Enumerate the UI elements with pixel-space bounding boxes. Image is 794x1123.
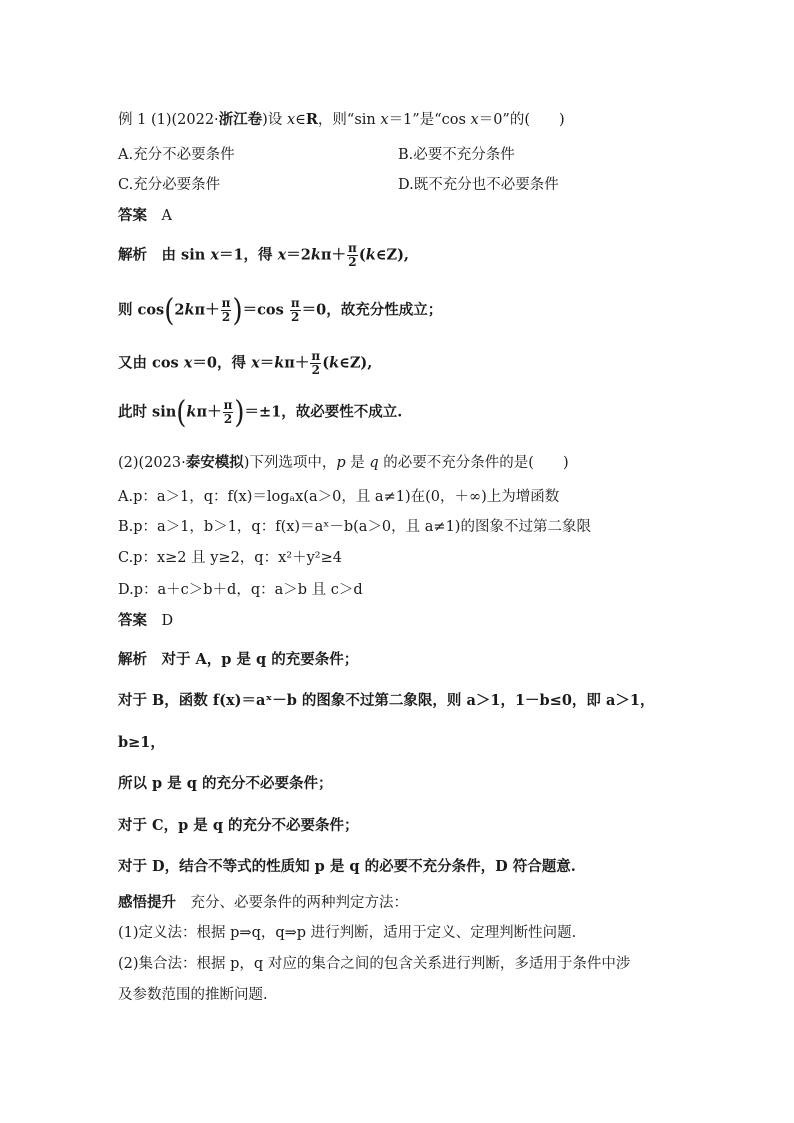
example1-question	[118, 110, 565, 130]
question-text: 是	[345, 455, 370, 471]
var-k: k	[186, 403, 197, 421]
solution-text: ＝1，得	[218, 246, 278, 264]
fraction-numerator: π	[348, 241, 357, 255]
fraction-numerator: π	[221, 296, 231, 310]
real-set-symbol: R	[305, 111, 318, 128]
var-x: x	[470, 112, 479, 128]
solution-text: 由 sin	[161, 246, 211, 264]
option-a: A.充分不必要条件	[118, 147, 235, 163]
var-k: k	[274, 354, 285, 372]
right-paren: )	[232, 292, 243, 329]
solution-line-3	[118, 350, 372, 377]
ex2-option-a: A.p：a＞1，q：f(x)＝logₐx(a＞0，且 a≠1)在(0，＋∞)上为增函数	[118, 489, 560, 505]
solution-text: 此时 sin	[118, 403, 177, 421]
answer-value: A	[161, 208, 172, 224]
answer-label: 答案	[118, 612, 147, 629]
insight-label: 感悟提升	[118, 894, 176, 911]
solution-label: 解析	[118, 246, 147, 264]
left-paren: (	[176, 394, 187, 431]
fraction-pi-over-2	[347, 242, 358, 269]
solution-text: ＝±1，故必要性不成立.	[244, 403, 403, 421]
question-text: 的必要不充分条件的是( )	[378, 455, 569, 471]
question-prefix: (2)(2023·	[118, 455, 186, 471]
var-k: k	[365, 246, 376, 264]
solution-text: ∈Z),	[375, 246, 409, 264]
fraction-pi-over-2	[221, 297, 232, 324]
solution-text: ＝cos	[242, 301, 289, 319]
answer-label: 答案	[118, 207, 147, 224]
fraction-denominator: 2	[348, 255, 357, 269]
solution-text: ＝0，故充分性成立；	[301, 301, 443, 319]
solution-text: ＝2	[286, 246, 311, 264]
ex2-solution-line-4: 所以 p 是 q 的充分不必要条件；	[118, 775, 333, 792]
insight-method-2-cont: 及参数范围的推断问题.	[118, 987, 268, 1003]
question-text: )下列选项中，	[243, 455, 337, 471]
fraction-pi-over-2	[290, 297, 301, 324]
fraction-numerator: π	[290, 296, 300, 310]
solution-text: π＋	[284, 354, 310, 372]
ex2-solution-line-3: b≥1，	[118, 734, 165, 751]
var-x: x	[380, 112, 389, 128]
insight-heading	[118, 893, 408, 913]
option-c: C.充分必要条件	[118, 177, 221, 193]
fraction-denominator: 2	[311, 363, 320, 377]
solution-text: ＝0，得	[192, 354, 252, 372]
fraction-denominator: 2	[291, 310, 300, 324]
right-paren: )	[234, 394, 245, 431]
ex2-solution-line-2: 对于 B，函数 f(x)＝aˣ－b 的图象不过第二象限，则 a＞1，1－b≤0，即 a＞1，	[118, 692, 655, 709]
question-text: ＝0”的( )	[478, 112, 565, 128]
solution-line-2	[118, 292, 443, 329]
fraction-pi-over-2	[223, 399, 234, 426]
solution-text: π＋	[320, 246, 347, 264]
fraction-numerator: π	[311, 349, 321, 363]
option-d: D.既不充分也不必要条件	[398, 177, 559, 193]
insight-method-1: (1)定义法：根据 p⇒q，q⇒p 进行判断，适用于定义、定理判断性问题.	[118, 925, 577, 941]
question-text: ∈	[295, 112, 306, 128]
example2-question	[118, 453, 569, 473]
option-b: B.必要不充分条件	[398, 147, 515, 163]
source-label: 泰安模拟	[185, 454, 244, 471]
var-x: x	[251, 354, 260, 372]
solution-text: 2	[174, 301, 185, 319]
var-p: p	[336, 455, 346, 471]
solution-text: (	[358, 246, 366, 264]
answer-value: D	[161, 613, 174, 629]
var-q: q	[369, 455, 379, 471]
question-text: )设	[262, 112, 287, 128]
ex2-solution-line-6: 对于 D，结合不等式的性质知 p 是 q 的必要不充分条件，D 符合题意.	[118, 858, 576, 875]
ex2-option-b: B.p：a＞1，b＞1，q：f(x)＝aˣ－b(a＞0，且 a≠1)的图象不过第二象限	[118, 519, 591, 535]
solution-line-4	[118, 394, 403, 431]
ex2-option-d: D.p：a＋c＞b＋d，q：a＞b 且 c＞d	[118, 582, 363, 598]
insight-method-2: (2)集合法：根据 p，q 对应的集合之间的包含关系进行判断，多适用于条件中涉	[118, 956, 631, 972]
solution-text: 又由 cos	[118, 354, 184, 372]
var-x: x	[277, 246, 287, 264]
solution-text: π＋	[196, 403, 222, 421]
insight-intro: 充分、必要条件的两种判定方法：	[190, 895, 408, 911]
fraction-denominator: 2	[223, 412, 233, 426]
solution-text: ∈Z),	[339, 354, 373, 372]
var-k: k	[329, 354, 340, 372]
solution-label: 解析	[118, 651, 147, 668]
solution-text: (	[322, 354, 330, 372]
answer-row-1	[118, 206, 172, 226]
var-k: k	[310, 246, 321, 264]
question-text: ＝1”是“cos	[388, 112, 471, 128]
source-label: 浙江卷	[218, 111, 263, 128]
var-x: x	[210, 246, 219, 264]
solution-text: π＋	[194, 301, 220, 319]
solution-text: ＝	[259, 354, 275, 372]
ex2-solution-line-1	[118, 650, 358, 670]
solution-text: 则 cos	[118, 301, 165, 319]
question-text: ，则“sin	[317, 112, 381, 128]
var-x: x	[183, 354, 193, 372]
question-prefix: 例 1 (1)(2022·	[118, 112, 219, 128]
ex2-solution-line-5: 对于 C，p 是 q 的充分不必要条件；	[118, 817, 359, 834]
fraction-pi-over-2	[310, 350, 321, 377]
fraction-numerator: π	[223, 398, 233, 412]
solution-text: 对于 A，p 是 q 的充要条件；	[161, 651, 359, 668]
fraction-denominator: 2	[221, 310, 231, 324]
var-k: k	[184, 301, 195, 319]
ex2-option-c: C.p：x≥2 且 y≥2，q：x²＋y²≥4	[118, 550, 342, 566]
left-paren: (	[164, 292, 175, 329]
solution-line-1	[118, 242, 409, 269]
answer-row-2	[118, 611, 173, 631]
var-x: x	[286, 112, 296, 128]
